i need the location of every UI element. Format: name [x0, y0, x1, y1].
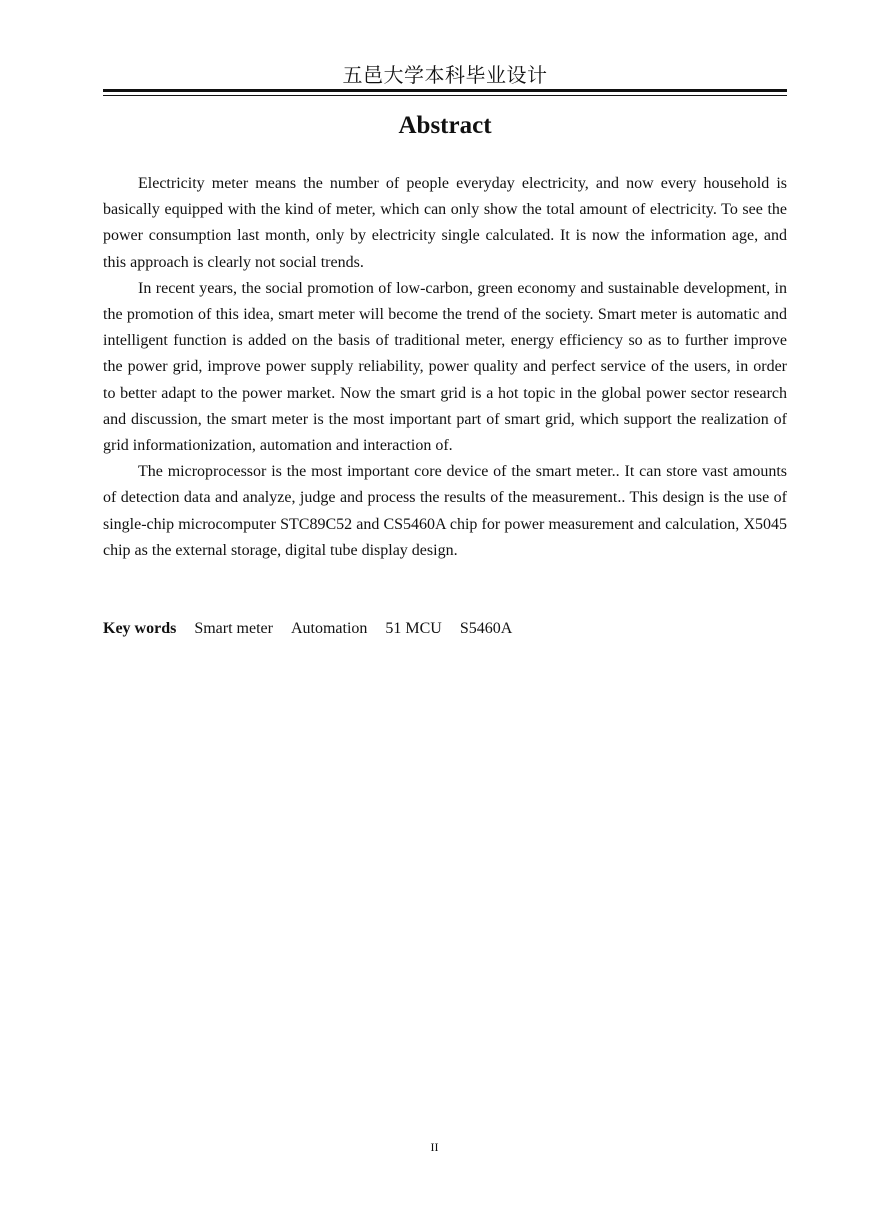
keyword-item: 51 MCU [385, 620, 442, 637]
header-rule-thick [103, 89, 787, 92]
abstract-body [103, 171, 787, 564]
keyword-item: S5460A [459, 620, 513, 637]
abstract-paragraph-3: The microprocessor is the most important core device of the smart meter.. It can store vast amounts of detection data and analyze, judge and process the results of the measurement.. This design is the use of single-chip microcomputer STC89C52 and CS5460A chip for power measurement and calculation, X5045 chip as the external storage, digital tube display design. [103, 463, 787, 559]
keywords-label: Key words [103, 620, 177, 637]
keyword-item: Automation [290, 620, 368, 637]
header-rule-thin [103, 95, 787, 96]
abstract-paragraph-1: Electricity meter means the number of people everyday electricity, and now every household is basically equipped with the kind of meter, which can only show the total amount of electricity. To see the power consumption last month, only by electricity single calculated. It is now the information age, and this approach is clearly not social trends. [103, 175, 787, 271]
page-title: Abstract [398, 112, 492, 139]
keyword-item: Smart meter [194, 620, 273, 637]
page-number: II [430, 1140, 439, 1154]
running-header: 五邑大学本科毕业设计 [342, 63, 548, 87]
keywords-line [103, 616, 787, 642]
abstract-paragraph-2: In recent years, the social promotion of low-carbon, green economy and sustainable development, in the promotion of this idea, smart meter will become the trend of the society. Smart meter is automatic and intelligent function is added on the basis of traditional meter, energy efficiency so as to further improve the power grid, improve power supply reliability, power quality and perfect service of the users, in order to better adapt to the power market. Now the smart grid is a hot topic in the global power sector research and discussion, the smart meter is the most important part of smart grid, which support the realization of grid informationization, automation and interaction of. [103, 279, 787, 455]
